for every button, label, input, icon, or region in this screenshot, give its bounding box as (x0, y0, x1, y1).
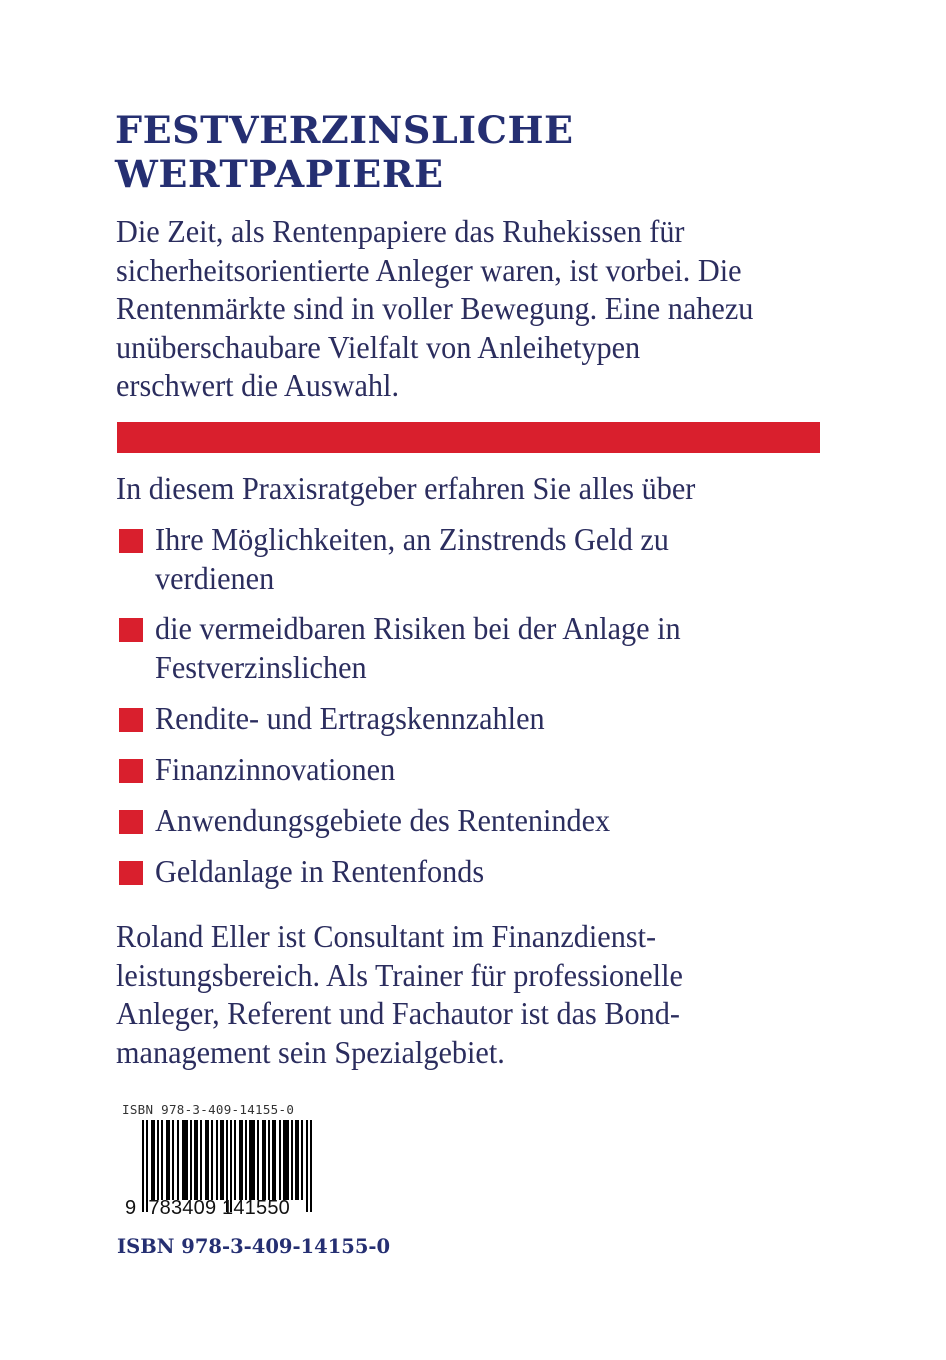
barcode-digit-groups: 783409 141550 (148, 1197, 290, 1219)
red-divider-bar (117, 422, 820, 453)
title-line-2: WERTPAPIERE (115, 152, 444, 196)
intro-paragraph (116, 213, 826, 406)
author-bio-line: leistungsbereich. Als Trainer für professionelle (116, 957, 683, 993)
barcode-digits (125, 1197, 290, 1219)
isbn-number: ISBN 978-3-409-14155-0 (117, 1235, 391, 1258)
title-line-1: FESTVERZINSLICHE (115, 108, 574, 152)
intro-line: sicherheitsorientierte Anleger waren, ist vorbei. Die (116, 252, 742, 288)
intro-line: unüberschaubare Vielfalt von Anleihetypen (116, 329, 641, 365)
intro-line: erschwert die Auswahl. (116, 368, 400, 403)
list-item-text: Ihre Möglichkeiten, an Zinstrends Geld zu (155, 522, 669, 557)
red-square-bullet-icon (119, 708, 143, 732)
red-square-bullet-icon (119, 861, 143, 885)
list-item-text: Rendite- und Ertragskennzahlen (155, 701, 545, 736)
intro-line: Rentenmärkte sind in voller Bewegung. Eine nahezu (116, 291, 754, 326)
list-item-text: Festverzinslichen (155, 649, 367, 685)
red-square-bullet-icon (119, 810, 143, 834)
author-bio (116, 918, 826, 1072)
isbn-barcode (122, 1103, 342, 1223)
author-bio-line: Roland Eller ist Consultant im Finanzdienst- (116, 919, 657, 954)
author-bio-line: management sein Spezialgebiet. (116, 1034, 505, 1070)
intro-line: Die Zeit, als Rentenpapiere das Ruhekissen für (116, 214, 685, 249)
list-item-text: verdienen (155, 560, 275, 596)
list-item-text: Geldanlage in Rentenfonds (155, 854, 485, 889)
lead-sentence: In diesem Praxisratgeber erfahren Sie alles über (116, 471, 696, 506)
author-bio-line: Anleger, Referent und Fachautor ist das Bond- (116, 996, 680, 1031)
book-title (115, 108, 574, 196)
red-square-bullet-icon (119, 618, 143, 642)
barcode-first-digit: 9 (125, 1197, 137, 1219)
list-item-text: Anwendungsgebiete des Rentenindex (155, 803, 611, 838)
list-item-text: Finanzinnovationen (155, 752, 396, 787)
red-square-bullet-icon (119, 759, 143, 783)
list-item-text: die vermeidbaren Risiken bei der Anlage in (155, 611, 681, 646)
barcode-isbn-label: ISBN 978-3-409-14155-0 (122, 1102, 295, 1117)
red-square-bullet-icon (119, 529, 143, 553)
